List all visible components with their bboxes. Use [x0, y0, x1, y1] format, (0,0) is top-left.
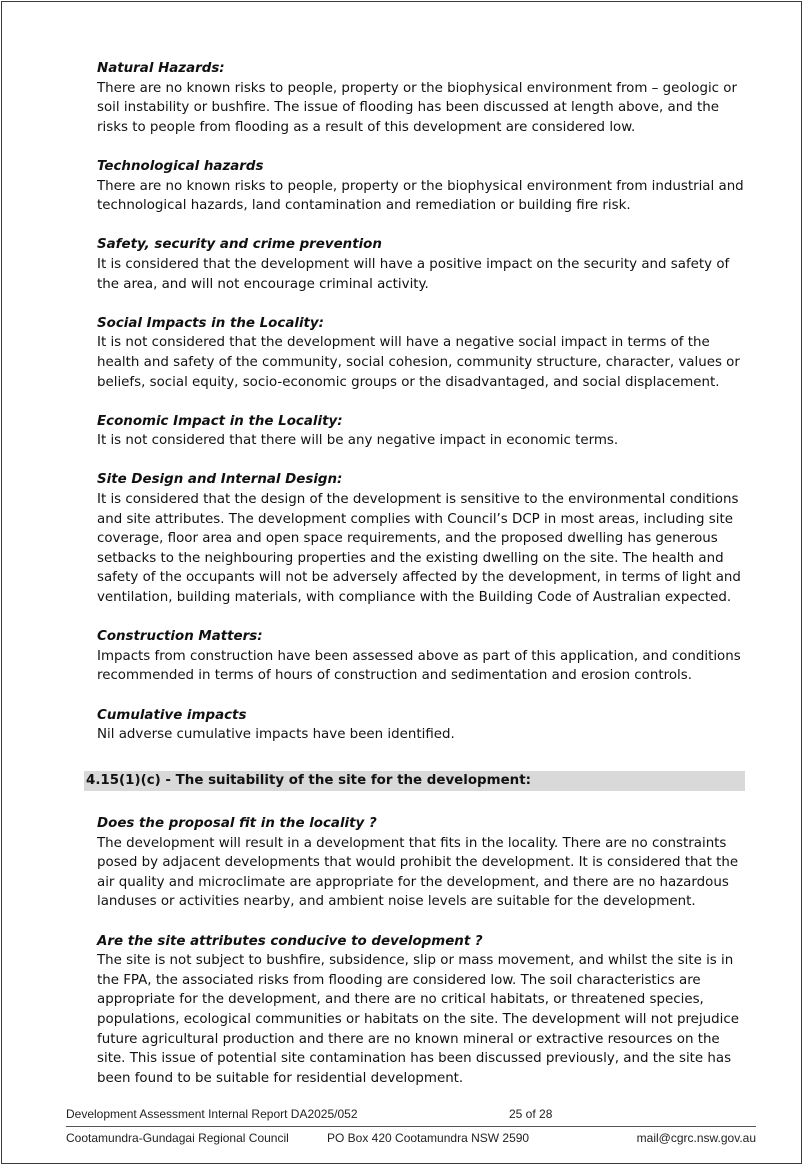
section-economic-impact [97, 412, 745, 451]
section-heading: Safety, security and crime prevention [97, 237, 382, 253]
section-cumulative-impacts [97, 706, 745, 745]
section-natural-hazards [97, 59, 745, 137]
section-heading: Construction Matters: [97, 629, 263, 645]
section-heading: Technological hazards [97, 158, 264, 174]
section-heading: Natural Hazards: [97, 61, 225, 76]
section-heading: Cumulative impacts [97, 707, 247, 723]
section-body: Impacts from construction have been assessed above as part of this application, and conditions recommended in terms of hours of construction and sedimentation and erosion controls. [97, 648, 741, 684]
section-body: The site is not subject to bushfire, subsidence, slip or mass movement, and whilst the site is in the FPA, the associated risks from flooding are considered low. The soil characteristics are appropriate for the development, and there are no critical habitats, or threatened species, populations, ecological communities or habitats on the site. The development will not prejudice future agricultural production and there are no known mineral or extractive resources on the site. This issue of potential site contamination has been discussed previously, and the site has been found to be suitable for residential development. [97, 953, 739, 1086]
footer-page-number: 25 of 28 [509, 1107, 553, 1121]
section-body: There are no known risks to people, property or the biophysical environment from industrial and technological hazards, land contamination and remediation or building fire risk. [97, 178, 744, 214]
section-heading: Site Design and Internal Design: [97, 472, 343, 488]
section-body: It is considered that the design of the development is sensitive to the environmental conditions and site attributes. The development complies with Council’s DCP in most areas, including site coverage, floor area and open space requirements, and the proposed dwelling has generous setbacks to the neighbouring properties and the existing dwelling on the site. The health and safety of the occupants will not be adversely affected by the development, in terms of light and ventilation, building materials, with compliance with the Building Code of Australian expected. [97, 492, 741, 606]
section-heading: Economic Impact in the Locality: [97, 413, 343, 429]
footer-contact-line [66, 1131, 756, 1149]
section-safety-security [97, 235, 745, 294]
assessment-sections [97, 59, 745, 764]
section-body: It is not considered that the development will have a negative social impact in terms of the health and safety of the community, social cohesion, community structure, character, values or beliefs, social equity, socio-economic groups or the disadvantaged, and social displacement. [97, 335, 740, 390]
section-body: The development will result in a development that fits in the locality. There are no constraints posed by adjacent developments that would prohibit the development. It is considered that the air quality and microclimate are appropriate for the development, and there are no hazardous landuses or activities nearby, and ambient noise levels are suitable for the development. [97, 835, 739, 910]
section-social-impacts [97, 314, 745, 392]
section-fit-in-locality [97, 814, 745, 912]
footer-report-line [66, 1107, 756, 1125]
footer-email[interactable]: mail@cgrc.nsw.gov.au [636, 1131, 756, 1145]
section-body: It is not considered that there will be any negative impact in economic terms. [97, 433, 619, 449]
suitability-sections [97, 814, 745, 1108]
section-band-heading: 4.15(1)(c) - The suitability of the site for the development: [84, 771, 745, 791]
section-site-design [97, 470, 745, 607]
section-body: It is considered that the development will have a positive impact on the security and safety of the area, and will not encourage criminal activity. [97, 256, 730, 292]
section-heading: Are the site attributes conducive to development ? [97, 933, 483, 949]
section-heading: Does the proposal fit in the locality ? [97, 816, 377, 831]
section-body: There are no known risks to people, property or the biophysical environment from – geologic or soil instability or bushfire. The issue of flooding has been discussed at length above, and the risks to people from flooding as a result of this development are considered low. [97, 80, 737, 135]
section-technological-hazards [97, 157, 745, 216]
section-construction-matters [97, 627, 745, 686]
footer-divider [66, 1126, 756, 1127]
section-site-attributes [97, 932, 745, 1089]
footer-address: PO Box 420 Cootamundra NSW 2590 [327, 1131, 530, 1145]
section-body: Nil adverse cumulative impacts have been identified. [97, 727, 455, 743]
footer-council-name: Cootamundra-Gundagai Regional Council [66, 1131, 289, 1145]
footer-report-title: Development Assessment Internal Report DA2025/052 [66, 1107, 358, 1121]
section-heading: Social Impacts in the Locality: [97, 315, 325, 331]
